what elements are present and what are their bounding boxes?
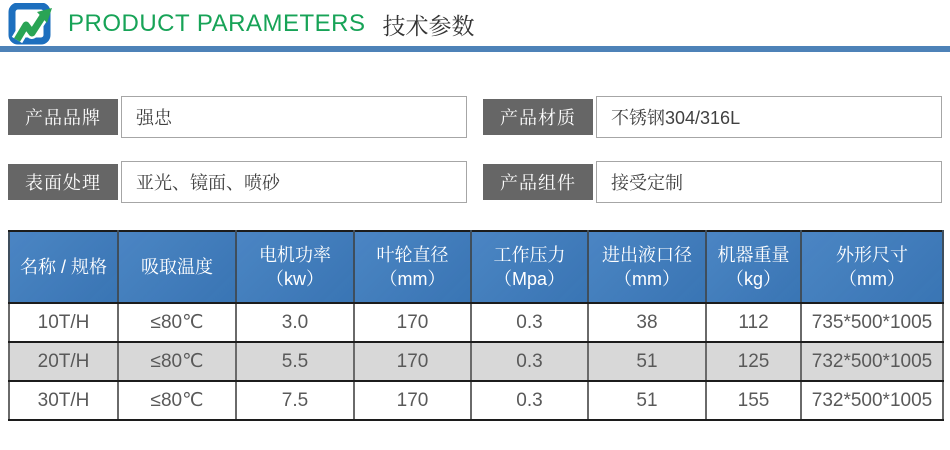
col-header-port-diameter: 进出液口径 （mm） <box>588 231 706 303</box>
table-cell: ≤80℃ <box>118 342 236 381</box>
table-cell: 10T/H <box>9 303 118 342</box>
table-cell: 0.3 <box>471 381 588 420</box>
col-header-dimensions: 外形尺寸 （mm） <box>801 231 943 303</box>
col-header-name-spec: 名称 / 规格 <box>9 231 118 303</box>
table-cell: 170 <box>354 381 471 420</box>
info-label-parts: 产品组件 <box>483 164 593 200</box>
info-box-parts <box>483 161 942 203</box>
table-cell: 3.0 <box>236 303 354 342</box>
table-cell: 51 <box>588 381 706 420</box>
info-value-brand: 强忠 <box>121 96 467 138</box>
table-cell: 38 <box>588 303 706 342</box>
page-title-en: PRODUCT PARAMETERS <box>68 10 366 37</box>
table-cell: ≤80℃ <box>118 303 236 342</box>
col-header-suction-temp: 吸取温度 <box>118 231 236 303</box>
table-cell: 732*500*1005 <box>801 381 943 420</box>
info-value-surface: 亚光、镜面、喷砂 <box>121 161 467 203</box>
brand-logo-icon <box>8 3 55 45</box>
info-box-grid <box>8 96 942 203</box>
section-header <box>0 0 950 46</box>
parameters-table-wrap <box>8 230 942 421</box>
table-cell: 170 <box>354 342 471 381</box>
table-cell: 125 <box>706 342 801 381</box>
info-box-surface <box>8 161 467 203</box>
table-cell: ≤80℃ <box>118 381 236 420</box>
table-cell: 30T/H <box>9 381 118 420</box>
table-row-10th <box>9 303 943 342</box>
info-label-brand: 产品品牌 <box>8 99 118 135</box>
parameters-table <box>8 230 944 421</box>
table-cell: 170 <box>354 303 471 342</box>
table-cell: 0.3 <box>471 303 588 342</box>
table-cell: 0.3 <box>471 342 588 381</box>
info-box-brand <box>8 96 467 138</box>
table-cell: 20T/H <box>9 342 118 381</box>
table-cell: 7.5 <box>236 381 354 420</box>
table-cell: 51 <box>588 342 706 381</box>
table-cell: 5.5 <box>236 342 354 381</box>
table-row-30th <box>9 381 943 420</box>
page-title-zh: 技术参数 <box>382 12 475 39</box>
header-divider-rule <box>0 46 950 52</box>
col-header-machine-weight: 机器重量 （kg） <box>706 231 801 303</box>
table-row-20th <box>9 342 943 381</box>
info-box-material <box>483 96 942 138</box>
table-cell: 155 <box>706 381 801 420</box>
col-header-impeller-diameter: 叶轮直径 （mm） <box>354 231 471 303</box>
table-header-row <box>9 231 943 303</box>
col-header-motor-power: 电机功率 （kw） <box>236 231 354 303</box>
info-value-material: 不锈钢304/316L <box>596 96 942 138</box>
info-label-material: 产品材质 <box>483 99 593 135</box>
info-label-surface: 表面处理 <box>8 164 118 200</box>
table-cell: 112 <box>706 303 801 342</box>
info-value-parts: 接受定制 <box>596 161 942 203</box>
col-header-working-pressure: 工作压力 （Mpa） <box>471 231 588 303</box>
table-cell: 735*500*1005 <box>801 303 943 342</box>
table-cell: 732*500*1005 <box>801 342 943 381</box>
